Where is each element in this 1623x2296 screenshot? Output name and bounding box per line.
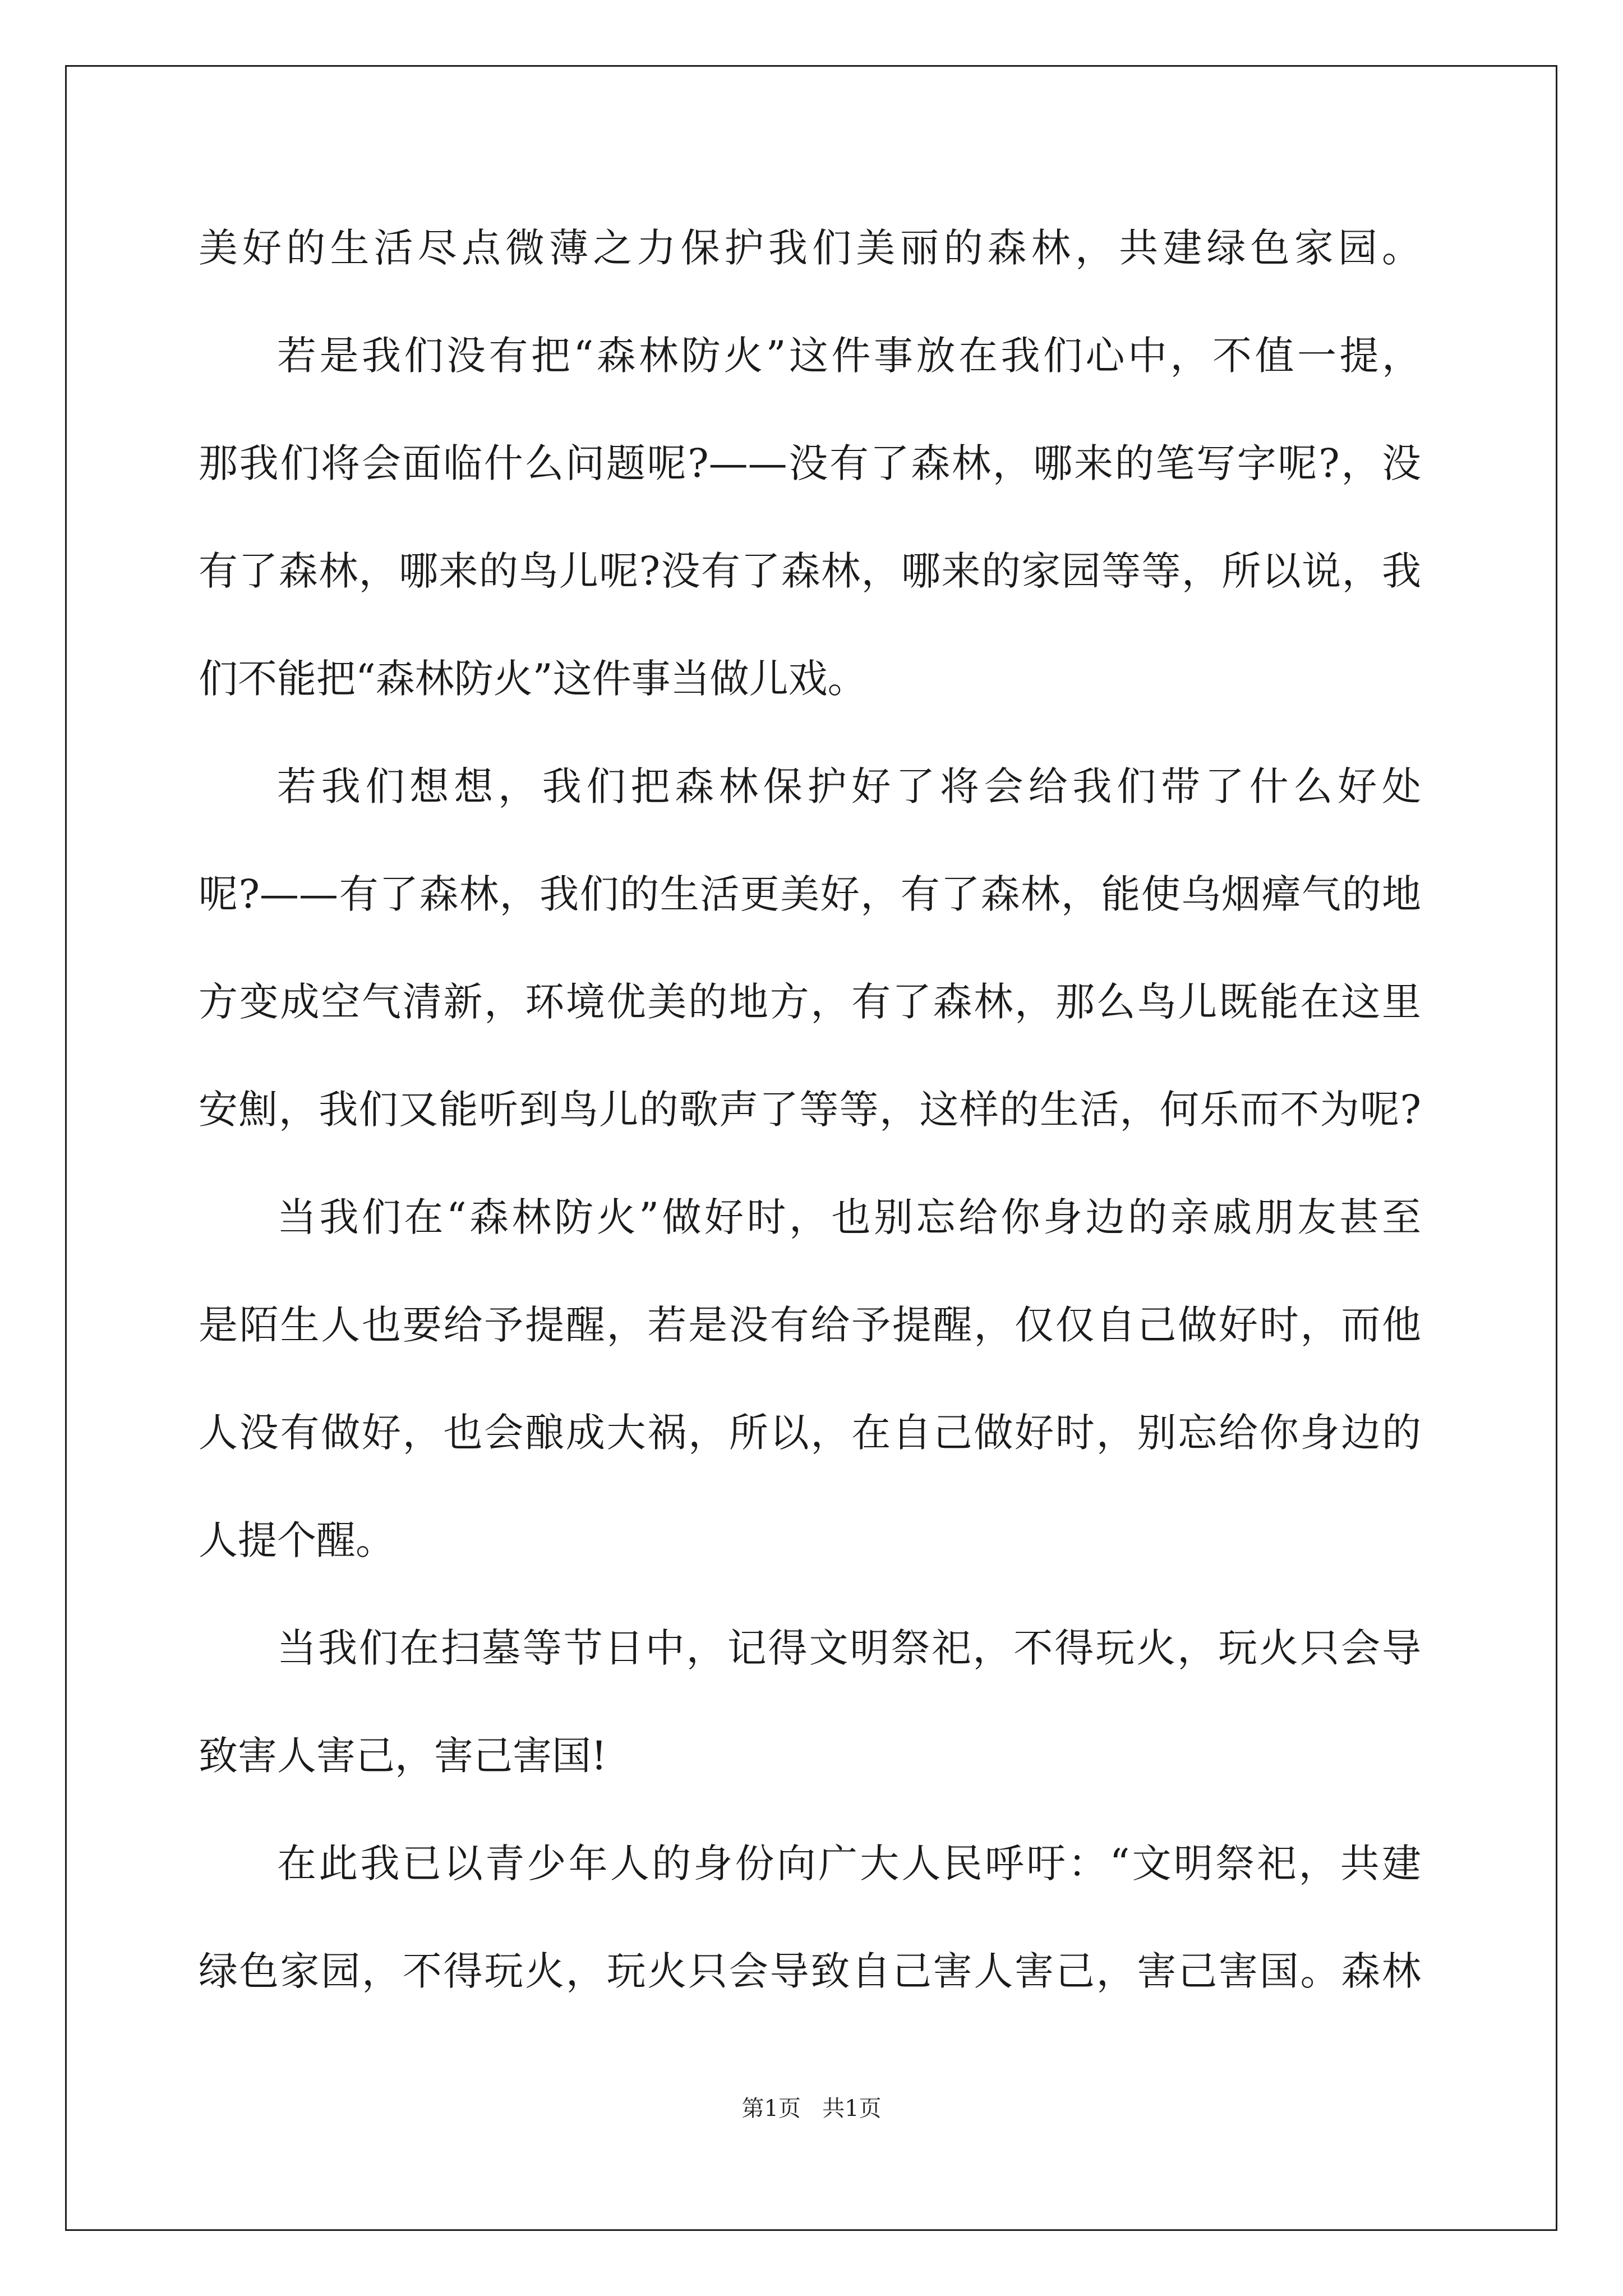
text-line-12: 人没有做好，也会酿成大祸，所以，在自己做好时，别忘给你身边的 [199, 1410, 1421, 1456]
text-line-15: 致害人害己，害己害国! [199, 1733, 607, 1779]
page-total: 共1页 [822, 2096, 882, 2122]
text-line-17: 绿色家园，不得玩火，玩火只会导致自己害人害己，害己害国。森林 [199, 1948, 1421, 1994]
text-line-6: 若我们想想，我们把森林保护好了将会给我们带了什么好处 [277, 763, 1421, 809]
text-line-11: 是陌生人也要给予提醒，若是没有给予提醒，仅仅自己做好时，而他 [199, 1302, 1421, 1348]
text-line-16: 在此我已以青少年人的身份向广大人民呼吁：“文明祭祀，共建 [277, 1841, 1421, 1887]
page-number: 第1页 [741, 2096, 801, 2122]
document-body [199, 220, 1421, 2051]
text-line-2: 若是我们没有把“森林防火”这件事放在我们心中，不值一提， [277, 333, 1421, 379]
text-line-4: 有了森林，哪来的鸟儿呢?没有了森林，哪来的家园等等，所以说，我 [199, 548, 1421, 594]
text-line-5: 们不能把“森林防火”这件事当做儿戏。 [199, 656, 867, 702]
text-line-8: 方变成空气清新，环境优美的地方，有了森林，那么鸟儿既能在这里 [199, 979, 1421, 1025]
text-line-7: 呢?——有了森林，我们的生活更美好，有了森林，能使乌烟瘴气的地 [199, 871, 1421, 917]
text-line-10: 当我们在“森林防火”做好时，也别忘给你身边的亲戚朋友甚至 [277, 1194, 1421, 1240]
text-line-3: 那我们将会面临什么问题呢?——没有了森林，哪来的笔写字呢?，没 [199, 440, 1421, 486]
text-line-14: 当我们在扫墓等节日中，记得文明祭祀，不得玩火，玩火只会导 [277, 1625, 1421, 1671]
text-line-9: 安劁，我们又能听到鸟儿的歌声了等等，这样的生活，何乐而不为呢? [199, 1087, 1421, 1133]
page-footer [0, 2091, 1623, 2123]
text-line-13: 人提个醒。 [199, 1517, 395, 1563]
text-line-1: 美好的生活尽点微薄之力保护我们美丽的森林，共建绿色家园。 [199, 225, 1421, 271]
